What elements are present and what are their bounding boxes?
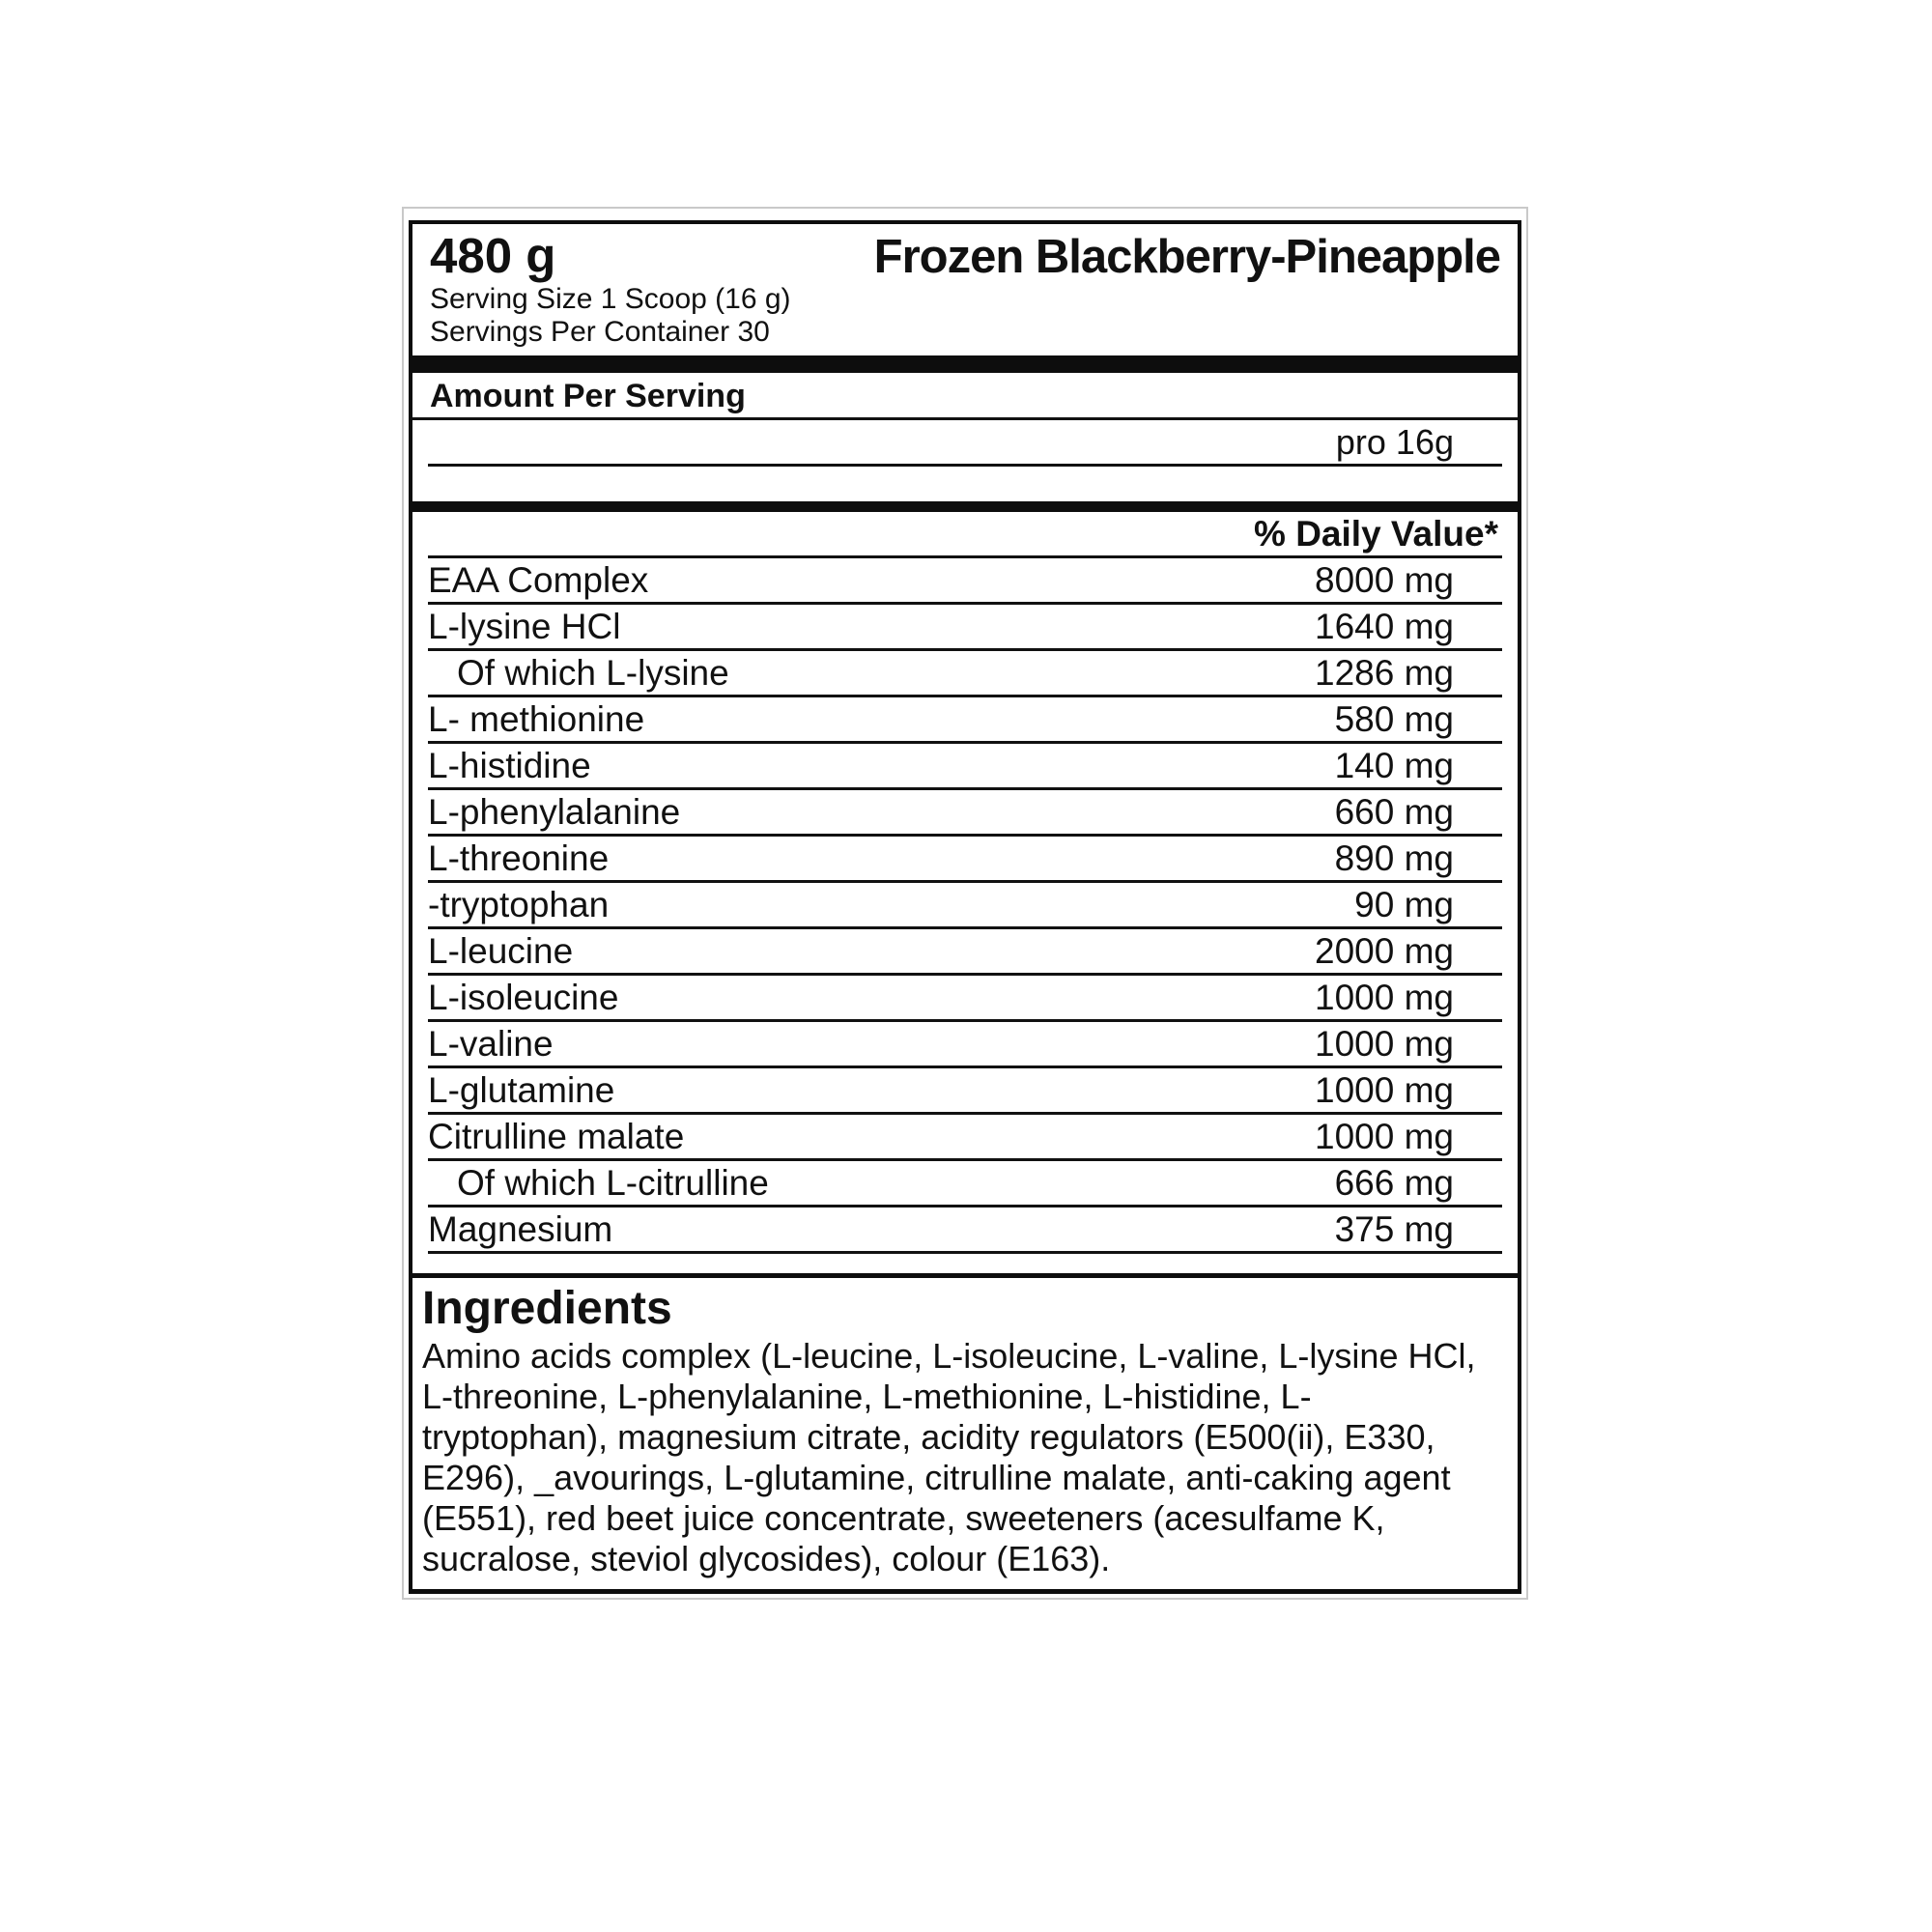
nutrient-name: L-isoleucine: [428, 977, 619, 1017]
ingredients-text-line: (E551), red beet juice concentrate, sweeteners (acesulfame K,: [422, 1498, 1385, 1538]
nutrient-value: 580 mg: [1334, 698, 1454, 739]
gap: [412, 1254, 1518, 1273]
table-row: [428, 837, 1502, 883]
table-row: [428, 976, 1502, 1022]
nutrient-value: 1000 mg: [1315, 977, 1454, 1017]
thick-divider-bar: [412, 355, 1518, 373]
nutrient-name: L-histidine: [428, 745, 591, 785]
label-header-top: [430, 230, 1500, 283]
ingredients-text-line: E296), _avourings, L-glutamine, citrulline malate, anti-caking agent: [422, 1458, 1451, 1497]
nutrient-name: Citrulline malate: [428, 1116, 685, 1156]
table-row: [428, 744, 1502, 790]
nutrient-value: 375 mg: [1334, 1208, 1454, 1249]
nutrient-name: L-phenylalanine: [428, 791, 681, 832]
table-row: [428, 697, 1502, 744]
serving-size: Serving Size 1 Scoop (16 g): [430, 283, 791, 315]
nutrient-value: 890 mg: [1334, 838, 1454, 878]
nutrient-value: 1000 mg: [1315, 1069, 1454, 1110]
nutrient-value: 660 mg: [1334, 791, 1454, 832]
amount-per-serving-heading: Amount Per Serving: [412, 373, 1518, 420]
ingredients-text-line: L-threonine, L-phenylalanine, L-methionine, L-histidine, L-: [422, 1377, 1312, 1416]
table-row: [428, 790, 1502, 837]
nutrient-name: L-lysine HCl: [428, 606, 621, 646]
table-row: [428, 1208, 1502, 1254]
nutrient-value: 8000 mg: [1315, 559, 1454, 600]
ingredients-heading: Ingredients: [422, 1283, 672, 1334]
table-row: [428, 883, 1502, 929]
table-row: [428, 558, 1502, 605]
thin-divider-bar: [412, 501, 1518, 512]
table-row: [428, 1022, 1502, 1068]
table-row: [428, 1115, 1502, 1161]
ingredients-section: [412, 1278, 1518, 1589]
nutrient-value: 1286 mg: [1315, 652, 1454, 693]
nutrient-value: 666 mg: [1334, 1162, 1454, 1203]
table-row: [428, 1068, 1502, 1115]
nutrient-value: 1000 mg: [1315, 1023, 1454, 1064]
per-serving-row-wrap: [428, 420, 1502, 501]
nutrient-name: L-threonine: [428, 838, 610, 878]
nutrient-value: 140 mg: [1334, 745, 1454, 785]
blank-row: [428, 467, 1502, 501]
table-row: [428, 651, 1502, 697]
nutrient-name: Of which L-citrulline: [457, 1162, 769, 1203]
table-row: [428, 605, 1502, 651]
nutrient-value: 1640 mg: [1315, 606, 1454, 646]
ingredients-text-line: tryptophan), magnesium citrate, acidity regulators (E500(ii), E330,: [422, 1417, 1435, 1457]
nutrients-table: [428, 512, 1502, 1254]
nutrient-name: -tryptophan: [428, 884, 610, 924]
nutrient-name: L-valine: [428, 1023, 554, 1064]
per-serving-column-label: pro 16g: [428, 420, 1502, 467]
nutrient-name: Of which L-lysine: [457, 652, 729, 693]
nutrient-value: 90 mg: [1354, 884, 1454, 924]
nutrient-name: Magnesium: [428, 1208, 613, 1249]
servings-per-container: Servings Per Container 30: [430, 316, 770, 348]
nutrient-name: L- methionine: [428, 698, 645, 739]
table-row: [428, 929, 1502, 976]
flavor-name: Frozen Blackberry-Pineapple: [873, 231, 1500, 283]
label-header: [412, 224, 1518, 349]
ingredients-text-line: sucralose, steviol glycosides), colour (E163).: [422, 1539, 1111, 1578]
nutrient-value: 2000 mg: [1315, 930, 1454, 971]
nutrient-name: EAA Complex: [428, 559, 649, 600]
ingredients-text-line: Amino acids complex (L-leucine, L-isoleucine, L-valine, L-lysine HCl,: [422, 1336, 1476, 1376]
daily-value-header: % Daily Value*: [428, 512, 1502, 558]
table-row: [428, 1161, 1502, 1208]
nutrient-name: L-leucine: [428, 930, 574, 971]
nutrient-name: L-glutamine: [428, 1069, 615, 1110]
net-weight: 480 g: [430, 228, 556, 283]
supplement-facts-label: [409, 220, 1521, 1594]
nutrient-value: 1000 mg: [1315, 1116, 1454, 1156]
